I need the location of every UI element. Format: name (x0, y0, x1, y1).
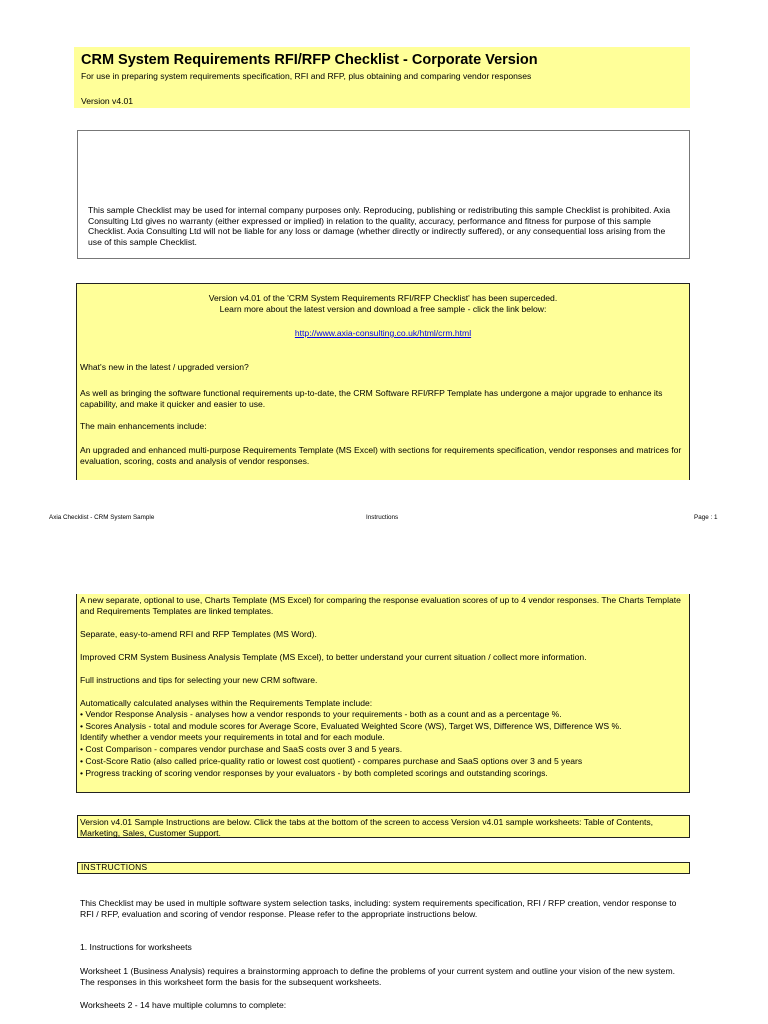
instructions-heading: INSTRUCTIONS (81, 862, 148, 872)
analysis-scores: • Scores Analysis - total and module scores for Average Score, Evaluated Weighted Score (WS), Target WS, Difference WS, Difference WS %. (80, 721, 622, 731)
instructions-worksheet-1: Worksheet 1 (Business Analysis) requires a brainstorming approach to define the problems of your current system and outline your vision of the new system. The responses in this worksheet form the basis for the subsequent worksheets. (80, 966, 676, 987)
document-subtitle: For use in preparing system requirements specification, RFI and RFP, plus obtaining and comparing vendor responses (81, 71, 532, 81)
upgrade-link[interactable]: http://www.axia-consulting.co.uk/html/crm.html (294, 328, 472, 338)
enhancement-charts-template: A new separate, optional to use, Charts Template (MS Excel) for comparing the response evaluation scores of up to 4 vendor responses. The Charts Template and Requirements Templates are linked templates. (80, 595, 681, 616)
disclaimer-text: This sample Checklist may be used for internal company purposes only. Reproducing, publishing or redistributing this sample Checklist is prohibited. Axia Consulting Ltd gives no warranty (either expressed or implied) in relation to the quality, accuracy, performance and fitness for purpose of this sample Checklist. Axia Consulting Ltd will not be liable for any loss or damage (whether directly or indirectly suffered), or any consequential loss arising from the use of this sample Checklist. (88, 205, 671, 247)
document-title: CRM System Requirements RFI/RFP Checklist - Corporate Version (81, 52, 538, 68)
instructions-worksheets-2-14: Worksheets 2 - 14 have multiple columns to complete: (80, 1000, 287, 1010)
enhancement-instructions: Full instructions and tips for selecting your new CRM software. (80, 675, 318, 685)
enhancement-rfi-rfp-templates: Separate, easy-to-amend RFI and RFP Templates (MS Word). (80, 629, 317, 639)
upgrade-link-row (76, 328, 690, 339)
instructions-section-1: 1. Instructions for worksheets (80, 942, 192, 952)
enhancement-business-analysis: Improved CRM System Business Analysis Template (MS Excel), to better understand your current situation / collect more information. (80, 652, 587, 662)
enhancement-requirements-template: An upgraded and enhanced multi-purpose Requirements Template (MS Excel) with sections for requirements specification, vendor responses and matrices for evaluation, scoring, costs and analysis of vendor responses. (80, 445, 682, 466)
superseded-line-2: Learn more about the latest version and download a free sample - click the link below: (219, 304, 547, 314)
footer-page-number: Page : 1 (694, 514, 718, 521)
enhancements-intro: The main enhancements include: (80, 421, 207, 431)
analysis-cost-comparison: • Cost Comparison - compares vendor purchase and SaaS costs over 3 and 5 years. (80, 744, 403, 754)
whats-new-heading: What's new in the latest / upgraded version? (80, 362, 249, 372)
footer-center: Instructions (366, 514, 399, 521)
analysis-scores-detail: Identify whether a vendor meets your requirements in total and for each module. (80, 732, 385, 742)
sample-note-text: Version v4.01 Sample Instructions are below. Click the tabs at the bottom of the screen to access Version v4.01 sample worksheets: Table of Contents, Marketing, Sales, Customer Support. (80, 817, 654, 838)
footer-left: Axia Checklist - CRM System Sample (49, 514, 155, 521)
analyses-intro: Automatically calculated analyses within the Requirements Template include: (80, 698, 373, 708)
instructions-heading-bar (77, 862, 690, 874)
instructions-intro: This Checklist may be used in multiple software system selection tasks, including: system requirements specification, RFI / RFP creation, vendor response to RFI / RFP, evaluation and scoring of vendor response. Please refer to the appropriate instructions below. (80, 898, 677, 919)
analysis-vendor-response: • Vendor Response Analysis - analyses how a vendor responds to your requirements - both as a count and as a percentage %. (80, 709, 562, 719)
superseded-line-1: Version v4.01 of the 'CRM System Requirements RFI/RFP Checklist' has been superceded. (208, 293, 558, 303)
version-label: Version v4.01 (81, 96, 134, 106)
upgrade-paragraph: As well as bringing the software functional requirements up-to-date, the CRM Software RFI/RFP Template has undergone a major upgrade to enhance its capability, and make it quicker and easier to use. (80, 388, 663, 409)
analysis-progress-tracking: • Progress tracking of scoring vendor responses by your evaluators - by both completed scorings and outstanding scorings. (80, 768, 548, 778)
analysis-cost-score-ratio: • Cost-Score Ratio (also called price-quality ratio or lowest cost quotient) - compares purchase and SaaS options over 3 and 5 years (80, 756, 583, 766)
